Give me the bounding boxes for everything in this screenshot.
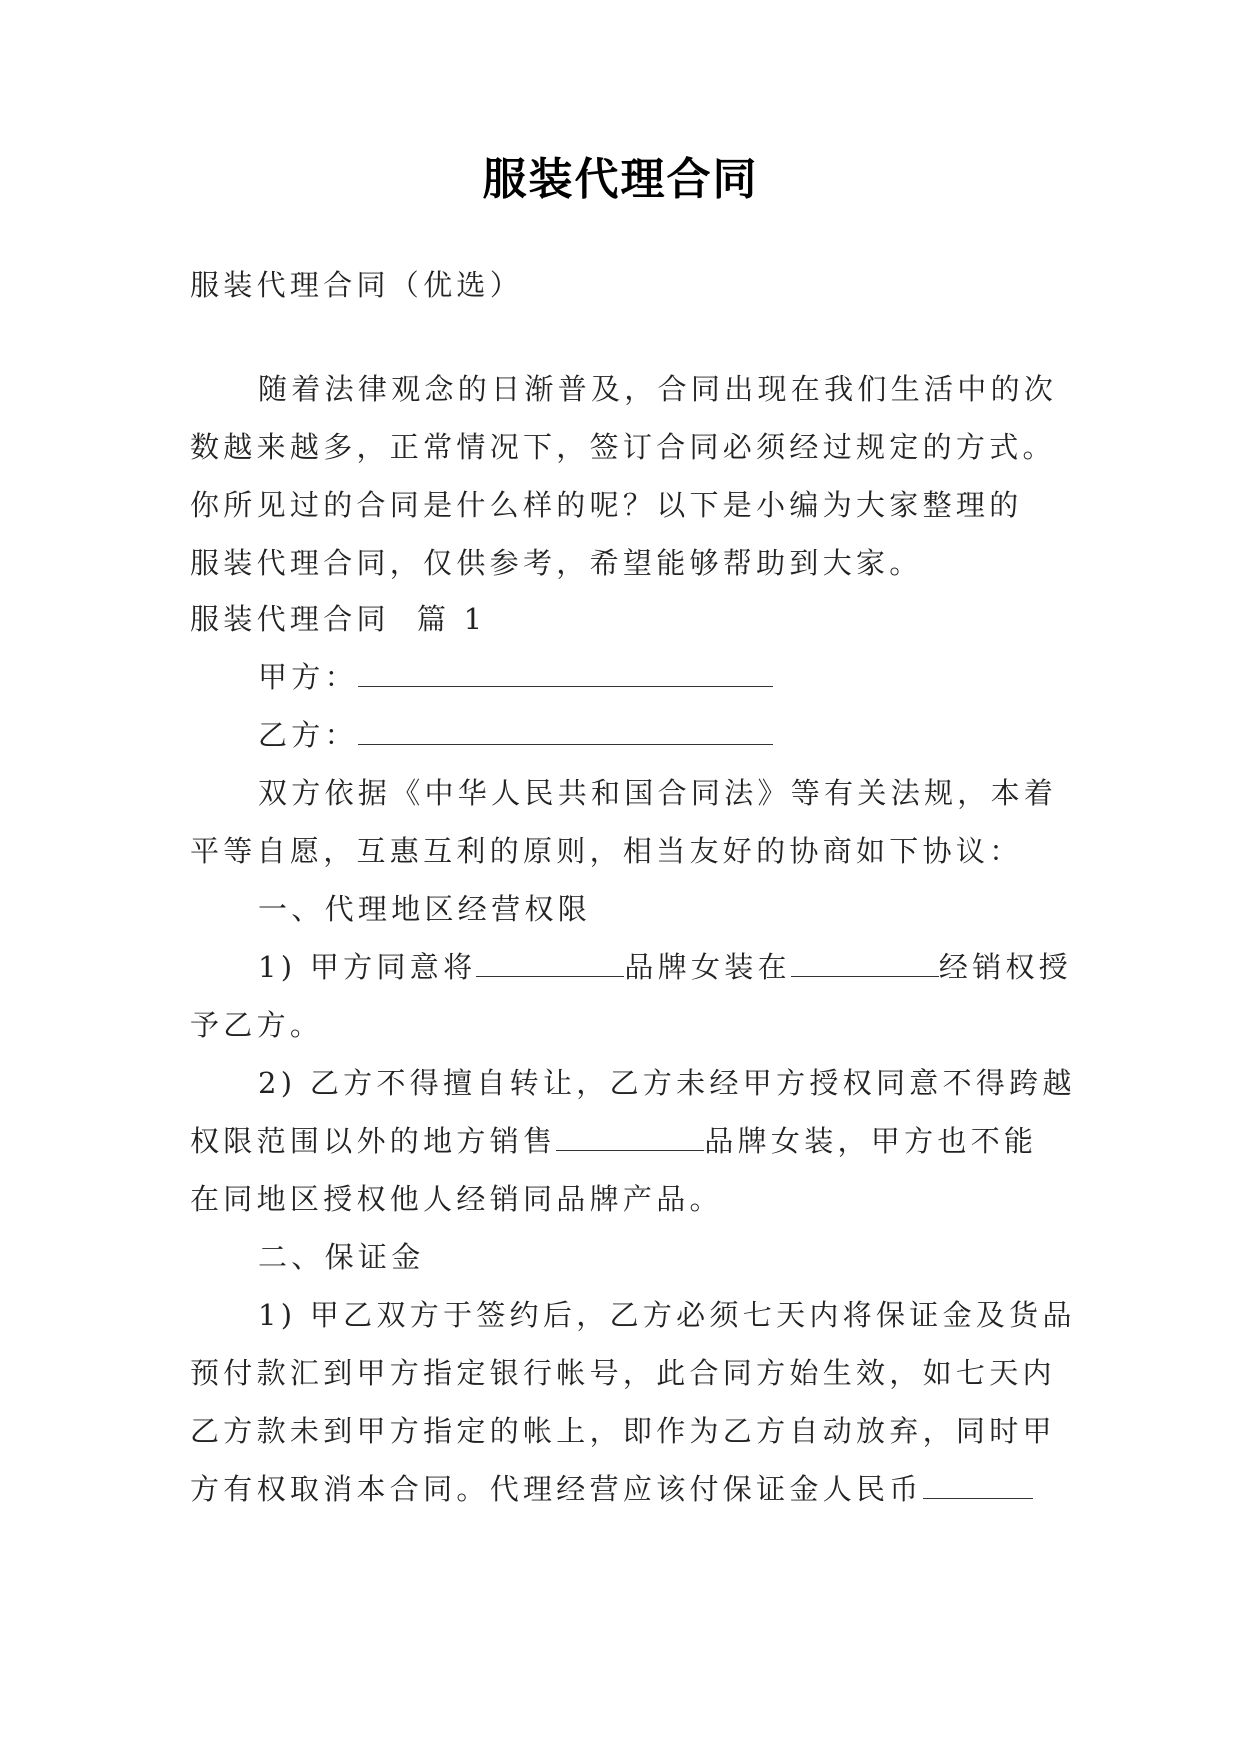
article1-heading: 一、代理地区经营权限 <box>258 892 592 926</box>
party-a-label: 甲方： <box>258 660 358 694</box>
intro-line-1: 随着法律观念的日渐普及，合同出现在我们生活中的次 <box>258 372 1058 406</box>
brand-blank-2 <box>556 1120 704 1151</box>
article1-item2-line1: 2) 乙方不得擅自转让，乙方未经甲方授权同意不得跨越 <box>258 1066 1076 1100</box>
intro-line-3: 你所见过的合同是什么样的呢？以下是小编为大家整理的 <box>190 488 1023 522</box>
brand-blank <box>476 946 624 977</box>
deposit-amount-blank <box>923 1468 1033 1499</box>
document-subtitle: 服装代理合同（优选） <box>190 268 524 302</box>
article2-heading: 二、保证金 <box>258 1240 425 1274</box>
article1-item2-text-b: 品牌女装，甲方也不能 <box>704 1124 1038 1158</box>
basis-line-1: 双方依据《中华人民共和国合同法》等有关法规，本着 <box>258 776 1058 810</box>
article1-item2-line2 <box>190 1120 1037 1162</box>
party-a-row <box>258 656 773 698</box>
article2-item1-line4 <box>190 1468 1033 1510</box>
article1-item1-text-b: 品牌女装在 <box>624 950 791 984</box>
article1-item1-text-c: 经销权授 <box>938 950 1073 984</box>
article2-item1-line3: 乙方款未到甲方指定的帐上，即作为乙方自动放弃，同时甲 <box>190 1414 1056 1448</box>
document-title: 服装代理合同 <box>482 154 759 205</box>
article1-item1-text-a: 1) 甲方同意将 <box>258 950 477 984</box>
region-blank <box>791 946 939 977</box>
party-b-label: 乙方： <box>258 718 358 752</box>
article2-item1-line1: 1) 甲乙双方于签约后，乙方必须七天内将保证金及货品 <box>258 1298 1076 1332</box>
party-b-blank <box>358 714 773 745</box>
article1-item1-line2: 予乙方。 <box>190 1008 324 1042</box>
intro-line-2: 数越来越多，正常情况下，签订合同必须经过规定的方式。 <box>190 430 1056 464</box>
intro-line-4: 服装代理合同，仅供参考，希望能够帮助到大家。 <box>190 546 923 580</box>
article1-item2-line3: 在同地区授权他人经销同品牌产品。 <box>190 1182 723 1216</box>
party-a-blank <box>358 656 773 687</box>
section-heading: 服装代理合同 篇 1 <box>190 602 487 636</box>
article1-item2-text-a: 权限范围以外的地方销售 <box>190 1124 557 1158</box>
article1-item1-line1 <box>258 946 1072 988</box>
basis-line-2: 平等自愿，互惠互利的原则，相当友好的协商如下协议： <box>190 834 1023 868</box>
party-b-row <box>258 714 773 756</box>
article2-item1-line2: 预付款汇到甲方指定银行帐号，此合同方始生效，如七天内 <box>190 1356 1056 1390</box>
article2-item1-text: 方有权取消本合同。代理经营应该付保证金人民币 <box>190 1472 923 1506</box>
